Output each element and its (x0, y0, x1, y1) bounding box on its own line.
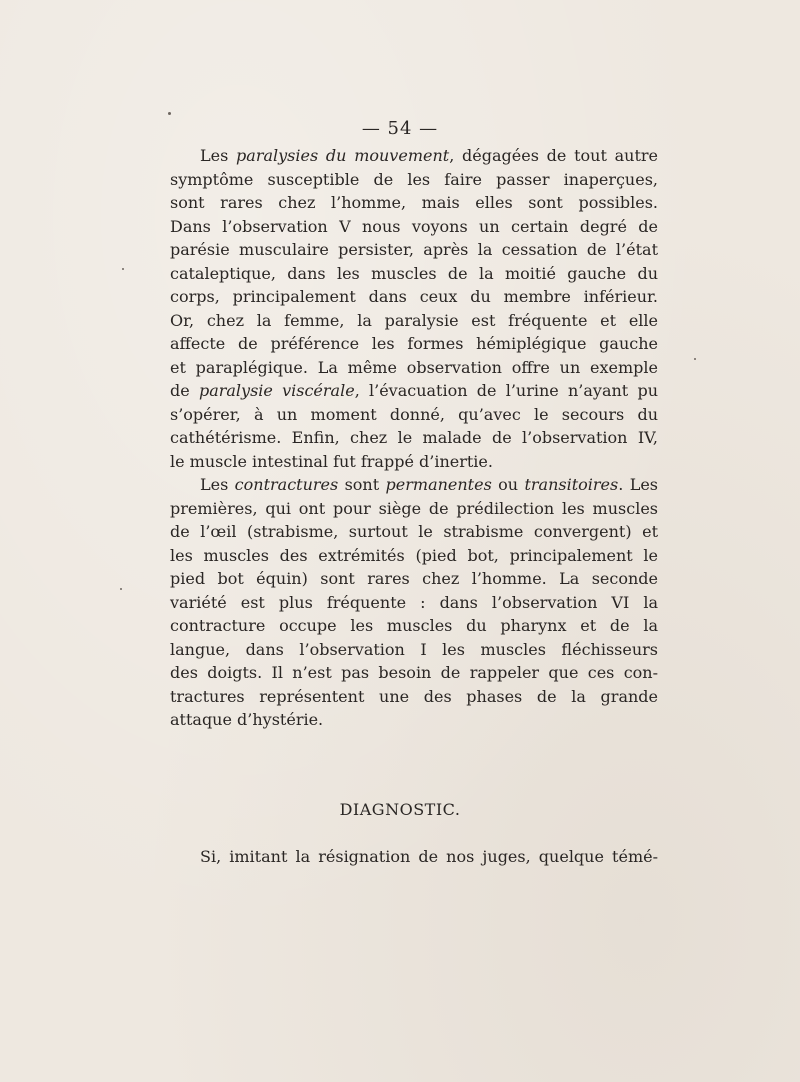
text-line (170, 379, 658, 403)
text-run: , dégagées de tout autre (449, 146, 659, 165)
text-line (170, 332, 658, 356)
italic-term: permanentes (385, 475, 492, 494)
text-line (170, 708, 658, 732)
text-line (170, 661, 658, 685)
section-heading-diagnostic: DIAGNOSTIC. (339, 800, 461, 819)
text-run: cataleptique, dans les muscles de la moitié gauche du (170, 263, 658, 283)
text-run: des doigts. Il n’est pas besoin de rappeler que ces con- (170, 663, 658, 682)
italic-term: paralysie viscérale (198, 381, 355, 400)
text-line (170, 426, 658, 450)
paragraph-paralysies (170, 144, 658, 473)
text-line (170, 497, 658, 521)
text-run: Dans l’observation V nous voyons un certain degré de (170, 216, 658, 236)
text-line (170, 614, 658, 638)
scan-speck (120, 588, 122, 590)
text-line: Si, imitant la résignation de nos juges, quelque témé- (200, 847, 658, 866)
text-run: Or, chez la femme, la paralysie est fréquente et elle (170, 310, 658, 330)
text-run: langue, dans l’observation I les muscles fléchisseurs (170, 639, 658, 659)
italic-term: contractures (234, 475, 339, 494)
italic-term: paralysies du mouvement (236, 146, 450, 165)
text-run: pied bot équin) sont rares chez l’homme. La seconde (170, 569, 658, 588)
text-line (170, 685, 658, 709)
text-line (170, 168, 658, 192)
text-line (170, 544, 658, 568)
text-line (170, 238, 658, 262)
text-run: de l’œil (strabisme, surtout le strabisme convergent) et (170, 522, 658, 541)
text-run: le muscle intestinal fut frappé d’inertie. (170, 451, 493, 471)
text-run: premières, qui ont pour siège de prédilection les muscles (170, 498, 658, 518)
text-run: ou (491, 475, 525, 494)
text-run: , l’évacuation de l’urine n’ayant pu (354, 381, 659, 400)
scan-speck (168, 112, 171, 115)
text-run: les muscles des extrémités (pied bot, principalement le (170, 545, 658, 565)
text-run: . Les (618, 475, 658, 494)
text-run: de (170, 381, 199, 400)
text-line (170, 520, 658, 544)
text-line (170, 473, 658, 497)
text-run: Les (200, 146, 237, 165)
text-line (170, 356, 658, 380)
scan-speck (694, 358, 696, 360)
text-line (170, 450, 658, 474)
text-run: Les (200, 475, 235, 494)
text-line (170, 285, 658, 309)
text-run: parésie musculaire persister, après la cessation de l’état (170, 240, 658, 259)
text-run: sont rares chez l’homme, mais elles sont possibles. (170, 193, 658, 212)
text-run: attaque d’hystérie. (170, 710, 324, 729)
text-run: contracture occupe les muscles du pharynx et de la (170, 616, 658, 635)
body-text (170, 144, 658, 732)
text-run: et paraplégique. La même observation offre un exemple (170, 357, 658, 377)
paragraph-contractures (170, 473, 658, 732)
text-run: corps, principalement dans ceux du membre inférieur. (170, 287, 658, 306)
text-run: symptôme susceptible de les faire passer inaperçues, (170, 169, 658, 189)
text-run: sont (338, 475, 386, 494)
text-line (170, 403, 658, 427)
paragraph-diagnostic-start (170, 845, 658, 869)
text-run: affecte de préférence les formes hémiplégique gauche (170, 334, 658, 353)
text-line (170, 215, 658, 239)
text-run: variété est plus fréquente : dans l’observation VI la (170, 592, 658, 612)
text-line (170, 191, 658, 215)
text-line (170, 591, 658, 615)
text-run: cathétérisme. Enfin, chez le malade de l’observation IV, (170, 428, 658, 447)
text-run: tractures représentent une des phases de la grande (170, 686, 658, 706)
page-number: — 54 — (361, 118, 439, 139)
italic-term: transitoires (524, 475, 619, 494)
text-run: s’opérer, à un moment donné, qu’avec le secours du (170, 404, 658, 424)
text-line (170, 567, 658, 591)
text-line (170, 144, 658, 168)
text-line (170, 309, 658, 333)
scan-speck (122, 268, 124, 270)
text-line (170, 262, 658, 286)
text-line (170, 638, 658, 662)
